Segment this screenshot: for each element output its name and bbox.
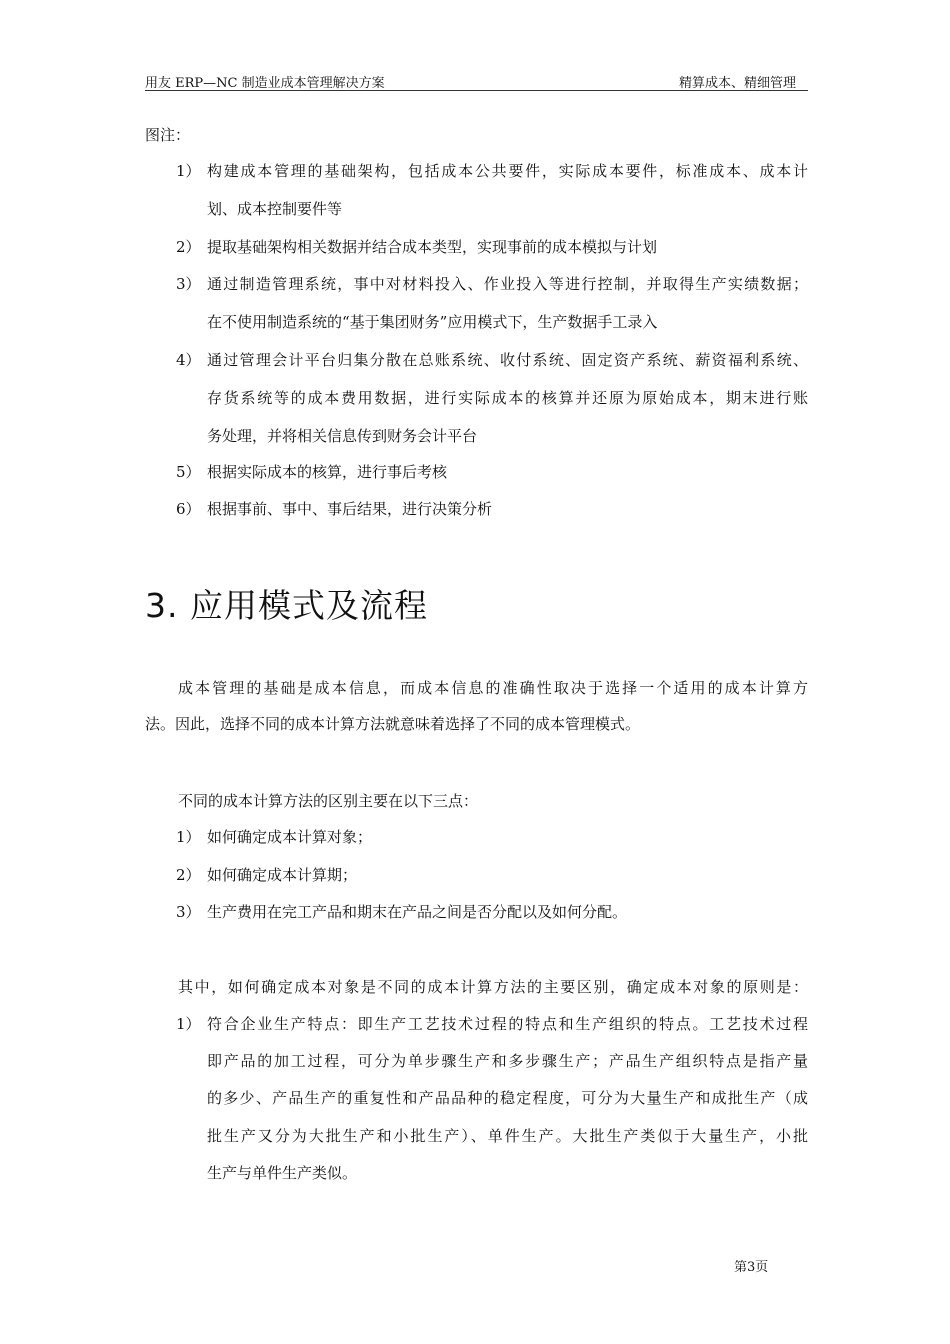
paragraph-line: 法。因此，选择不同的成本计算方法就意味着选择了不同的成本管理模式。 <box>145 715 641 733</box>
list-item-number: 3） <box>176 903 201 921</box>
paragraph-line: 成本管理的基础是成本信息，而成本信息的准确性取决于选择一个适用的成本计算方 <box>178 679 808 697</box>
list-item-number: 3） <box>176 275 201 293</box>
paragraph-line: 不同的成本计算方法的区别主要在以下三点： <box>178 792 479 810</box>
list-item-number: 6） <box>176 500 201 518</box>
paragraph-line: 其中，如何确定成本对象是不同的成本计算方法的主要区别，确定成本对象的原则是： <box>178 978 808 996</box>
list-item-line: 通过制造管理系统，事中对材料投入、作业投入等进行控制，并取得生产实绩数据； <box>207 275 808 293</box>
list-item-line: 如何确定成本计算期； <box>207 866 358 884</box>
list-item-line: 在不使用制造系统的“基于集团财务”应用模式下，生产数据手工录入 <box>207 313 658 331</box>
header-slogan: 精算成本、精细管理 <box>678 76 796 91</box>
list-item-number: 2） <box>176 238 201 256</box>
header-title: 用友 ERP—NC 制造业成本管理解决方案 <box>145 76 385 91</box>
list-item-line: 存货系统等的成本费用数据，进行实际成本的核算并还原为原始成本，期末进行账 <box>207 389 808 407</box>
list-item-number: 4） <box>176 351 201 369</box>
list-item-line: 生产费用在完工产品和期末在产品之间是否分配以及如何分配。 <box>207 903 628 921</box>
list-item-line: 根据事前、事中、事后结果，进行决策分析 <box>207 500 493 518</box>
list-item-line: 构建成本管理的基础架构，包括成本公共要件，实际成本要件，标准成本、成本计 <box>207 162 808 180</box>
list-item-line: 根据实际成本的核算，进行事后考核 <box>207 463 448 481</box>
list-item-number: 1） <box>176 162 201 180</box>
list-item-number: 5） <box>176 463 201 481</box>
section-heading: 3. 应用模式及流程 <box>145 586 428 625</box>
list-item-number: 2） <box>176 866 201 884</box>
list-item-line: 如何确定成本计算对象； <box>207 828 373 846</box>
list-item-line: 批生产又分为大批生产和小批生产）、单件生产。大批生产类似于大量生产，小批 <box>207 1127 808 1145</box>
list-item-line: 符合企业生产特点：即生产工艺技术过程的特点和生产组织的特点。工艺技术过程 <box>207 1015 808 1033</box>
page-number: 第3页 <box>734 1260 769 1275</box>
figure-note-label: 图注： <box>145 126 191 144</box>
page-header <box>145 70 808 91</box>
list-item-line: 提取基础架构相关数据并结合成本类型，实现事前的成本模拟与计划 <box>207 238 658 256</box>
list-item-number: 1） <box>176 828 201 846</box>
list-item-line: 务处理，并将相关信息传到财务会计平台 <box>207 427 478 445</box>
list-item-number: 1） <box>176 1015 201 1033</box>
list-item-line: 生产与单件生产类似。 <box>207 1164 358 1182</box>
list-item-line: 通过管理会计平台归集分散在总账系统、收付系统、固定资产系统、薪资福利系统、 <box>207 351 808 369</box>
list-item-line: 的多少、产品生产的重复性和产品品种的稳定程度，可分为大量生产和成批生产（成 <box>207 1089 808 1107</box>
list-item-line: 即产品的加工过程，可分为单步骤生产和多步骤生产；产品生产组织特点是指产量 <box>207 1052 808 1070</box>
list-item-line: 划、成本控制要件等 <box>207 200 343 218</box>
